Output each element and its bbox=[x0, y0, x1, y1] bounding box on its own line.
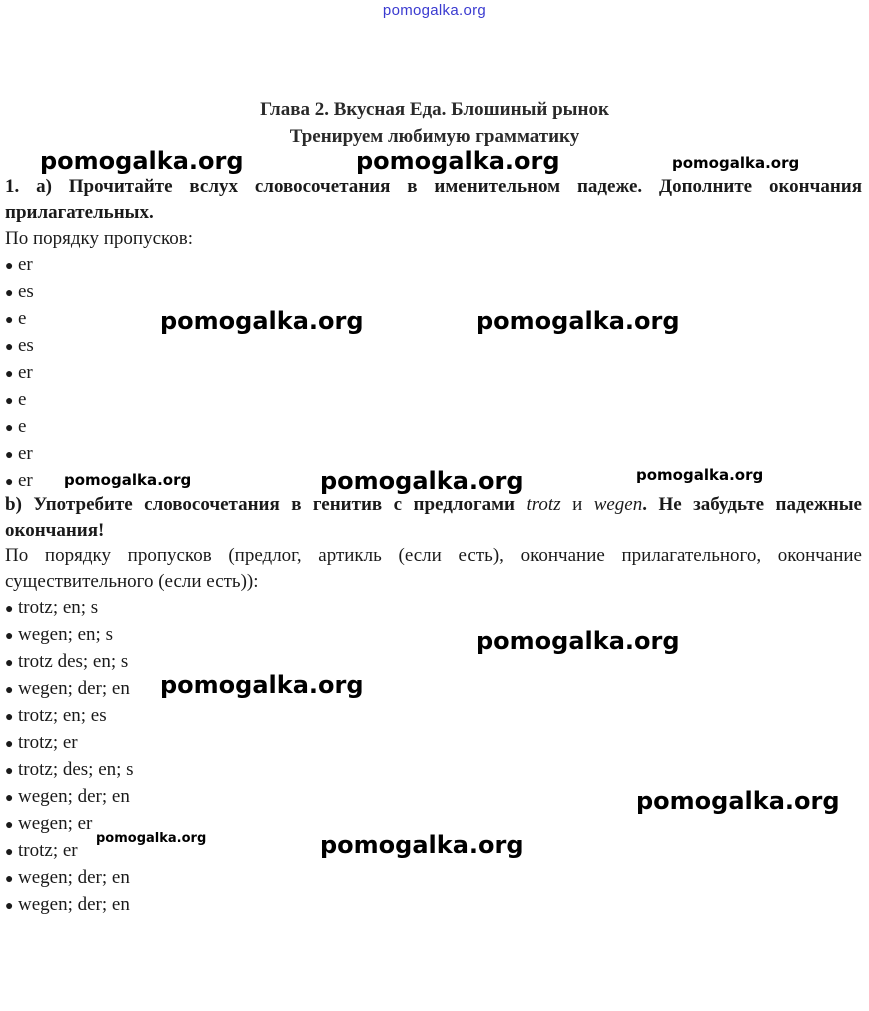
list-item: ● trotz; en; s bbox=[5, 594, 134, 621]
list-item: ● e bbox=[5, 386, 34, 413]
list-item: ● wegen; der; en bbox=[5, 891, 134, 918]
exercise-b-intro: По порядку пропусков (предлог, артикль (если есть), окончание прилагательного, окончание существительного (если есть)): bbox=[5, 545, 862, 592]
watermark: pomogalka.org bbox=[320, 831, 524, 859]
watermark: pomogalka.org bbox=[356, 147, 560, 175]
exercise-a-answer-list bbox=[5, 251, 34, 494]
watermark: pomogalka.org bbox=[672, 154, 800, 172]
keyword-wegen: wegen bbox=[593, 494, 643, 515]
bullet-icon: ● bbox=[5, 818, 14, 833]
bullet-icon: ● bbox=[5, 602, 14, 617]
bullet-icon: ● bbox=[5, 656, 14, 671]
bullet-icon: ● bbox=[5, 845, 14, 860]
list-item: ● er bbox=[5, 359, 34, 386]
keyword-trotz: trotz bbox=[526, 494, 561, 515]
chapter-title: Глава 2. Вкусная Еда. Блошиный рынок bbox=[260, 99, 609, 120]
bullet-icon: ● bbox=[5, 791, 14, 806]
watermark: pomogalka.org bbox=[476, 627, 680, 655]
bullet-icon: ● bbox=[5, 421, 14, 436]
bullet-icon: ● bbox=[5, 710, 14, 725]
watermark: pomogalka.org bbox=[160, 307, 364, 335]
list-item: ● wegen; der; en bbox=[5, 675, 134, 702]
watermark: pomogalka.org bbox=[160, 671, 364, 699]
watermark: pomogalka.org bbox=[64, 471, 192, 489]
watermark: pomogalka.org bbox=[40, 147, 244, 175]
bullet-icon: ● bbox=[5, 899, 14, 914]
list-item: ● trotz; er bbox=[5, 837, 134, 864]
bullet-icon: ● bbox=[5, 764, 14, 779]
list-item: ● e bbox=[5, 413, 34, 440]
bullet-icon: ● bbox=[5, 340, 14, 355]
exercise-a-intro: По порядку пропусков: bbox=[5, 228, 194, 249]
list-item: ● wegen; en; s bbox=[5, 621, 134, 648]
bullet-icon: ● bbox=[5, 683, 14, 698]
list-item: ● e bbox=[5, 305, 34, 332]
bullet-icon: ● bbox=[5, 259, 14, 274]
list-item: ● er bbox=[5, 251, 34, 278]
bullet-icon: ● bbox=[5, 872, 14, 887]
bullet-icon: ● bbox=[5, 475, 14, 490]
list-item: ● wegen; der; en bbox=[5, 864, 134, 891]
list-item: ● es bbox=[5, 332, 34, 359]
list-item: ● wegen; der; en bbox=[5, 783, 134, 810]
list-item: ● trotz; er bbox=[5, 729, 134, 756]
watermark: pomogalka.org bbox=[320, 467, 524, 495]
exercise-a-task: 1. a) Прочитайте вслух словосочетания в именительном падеже. Дополните окончания прилагательных. bbox=[5, 176, 862, 223]
watermark: pomogalka.org bbox=[96, 831, 207, 846]
watermark: pomogalka.org bbox=[636, 787, 840, 815]
site-link[interactable]: pomogalka.org bbox=[382, 2, 487, 19]
exercise-b-answer-list bbox=[5, 594, 134, 918]
list-item: ● wegen; er bbox=[5, 810, 134, 837]
list-item: ● es bbox=[5, 278, 34, 305]
list-item: ● er bbox=[5, 467, 34, 494]
watermark: pomogalka.org bbox=[636, 466, 764, 484]
watermark: pomogalka.org bbox=[476, 307, 680, 335]
list-item: ● trotz; en; es bbox=[5, 702, 134, 729]
list-item: ● er bbox=[5, 440, 34, 467]
bullet-icon: ● bbox=[5, 629, 14, 644]
chapter-subtitle: Тренируем любимую грамматику bbox=[289, 126, 580, 147]
bullet-icon: ● bbox=[5, 394, 14, 409]
list-item: ● trotz; des; en; s bbox=[5, 756, 134, 783]
bullet-icon: ● bbox=[5, 737, 14, 752]
list-item: ● trotz des; en; s bbox=[5, 648, 134, 675]
bullet-icon: ● bbox=[5, 367, 14, 382]
bullet-icon: ● bbox=[5, 313, 14, 328]
bullet-icon: ● bbox=[5, 448, 14, 463]
exercise-b-task: b) Употребите словосочетания в генитив с предлогами trotz и wegen. Не забудьте падежные окончания! bbox=[5, 494, 862, 541]
bullet-icon: ● bbox=[5, 286, 14, 301]
